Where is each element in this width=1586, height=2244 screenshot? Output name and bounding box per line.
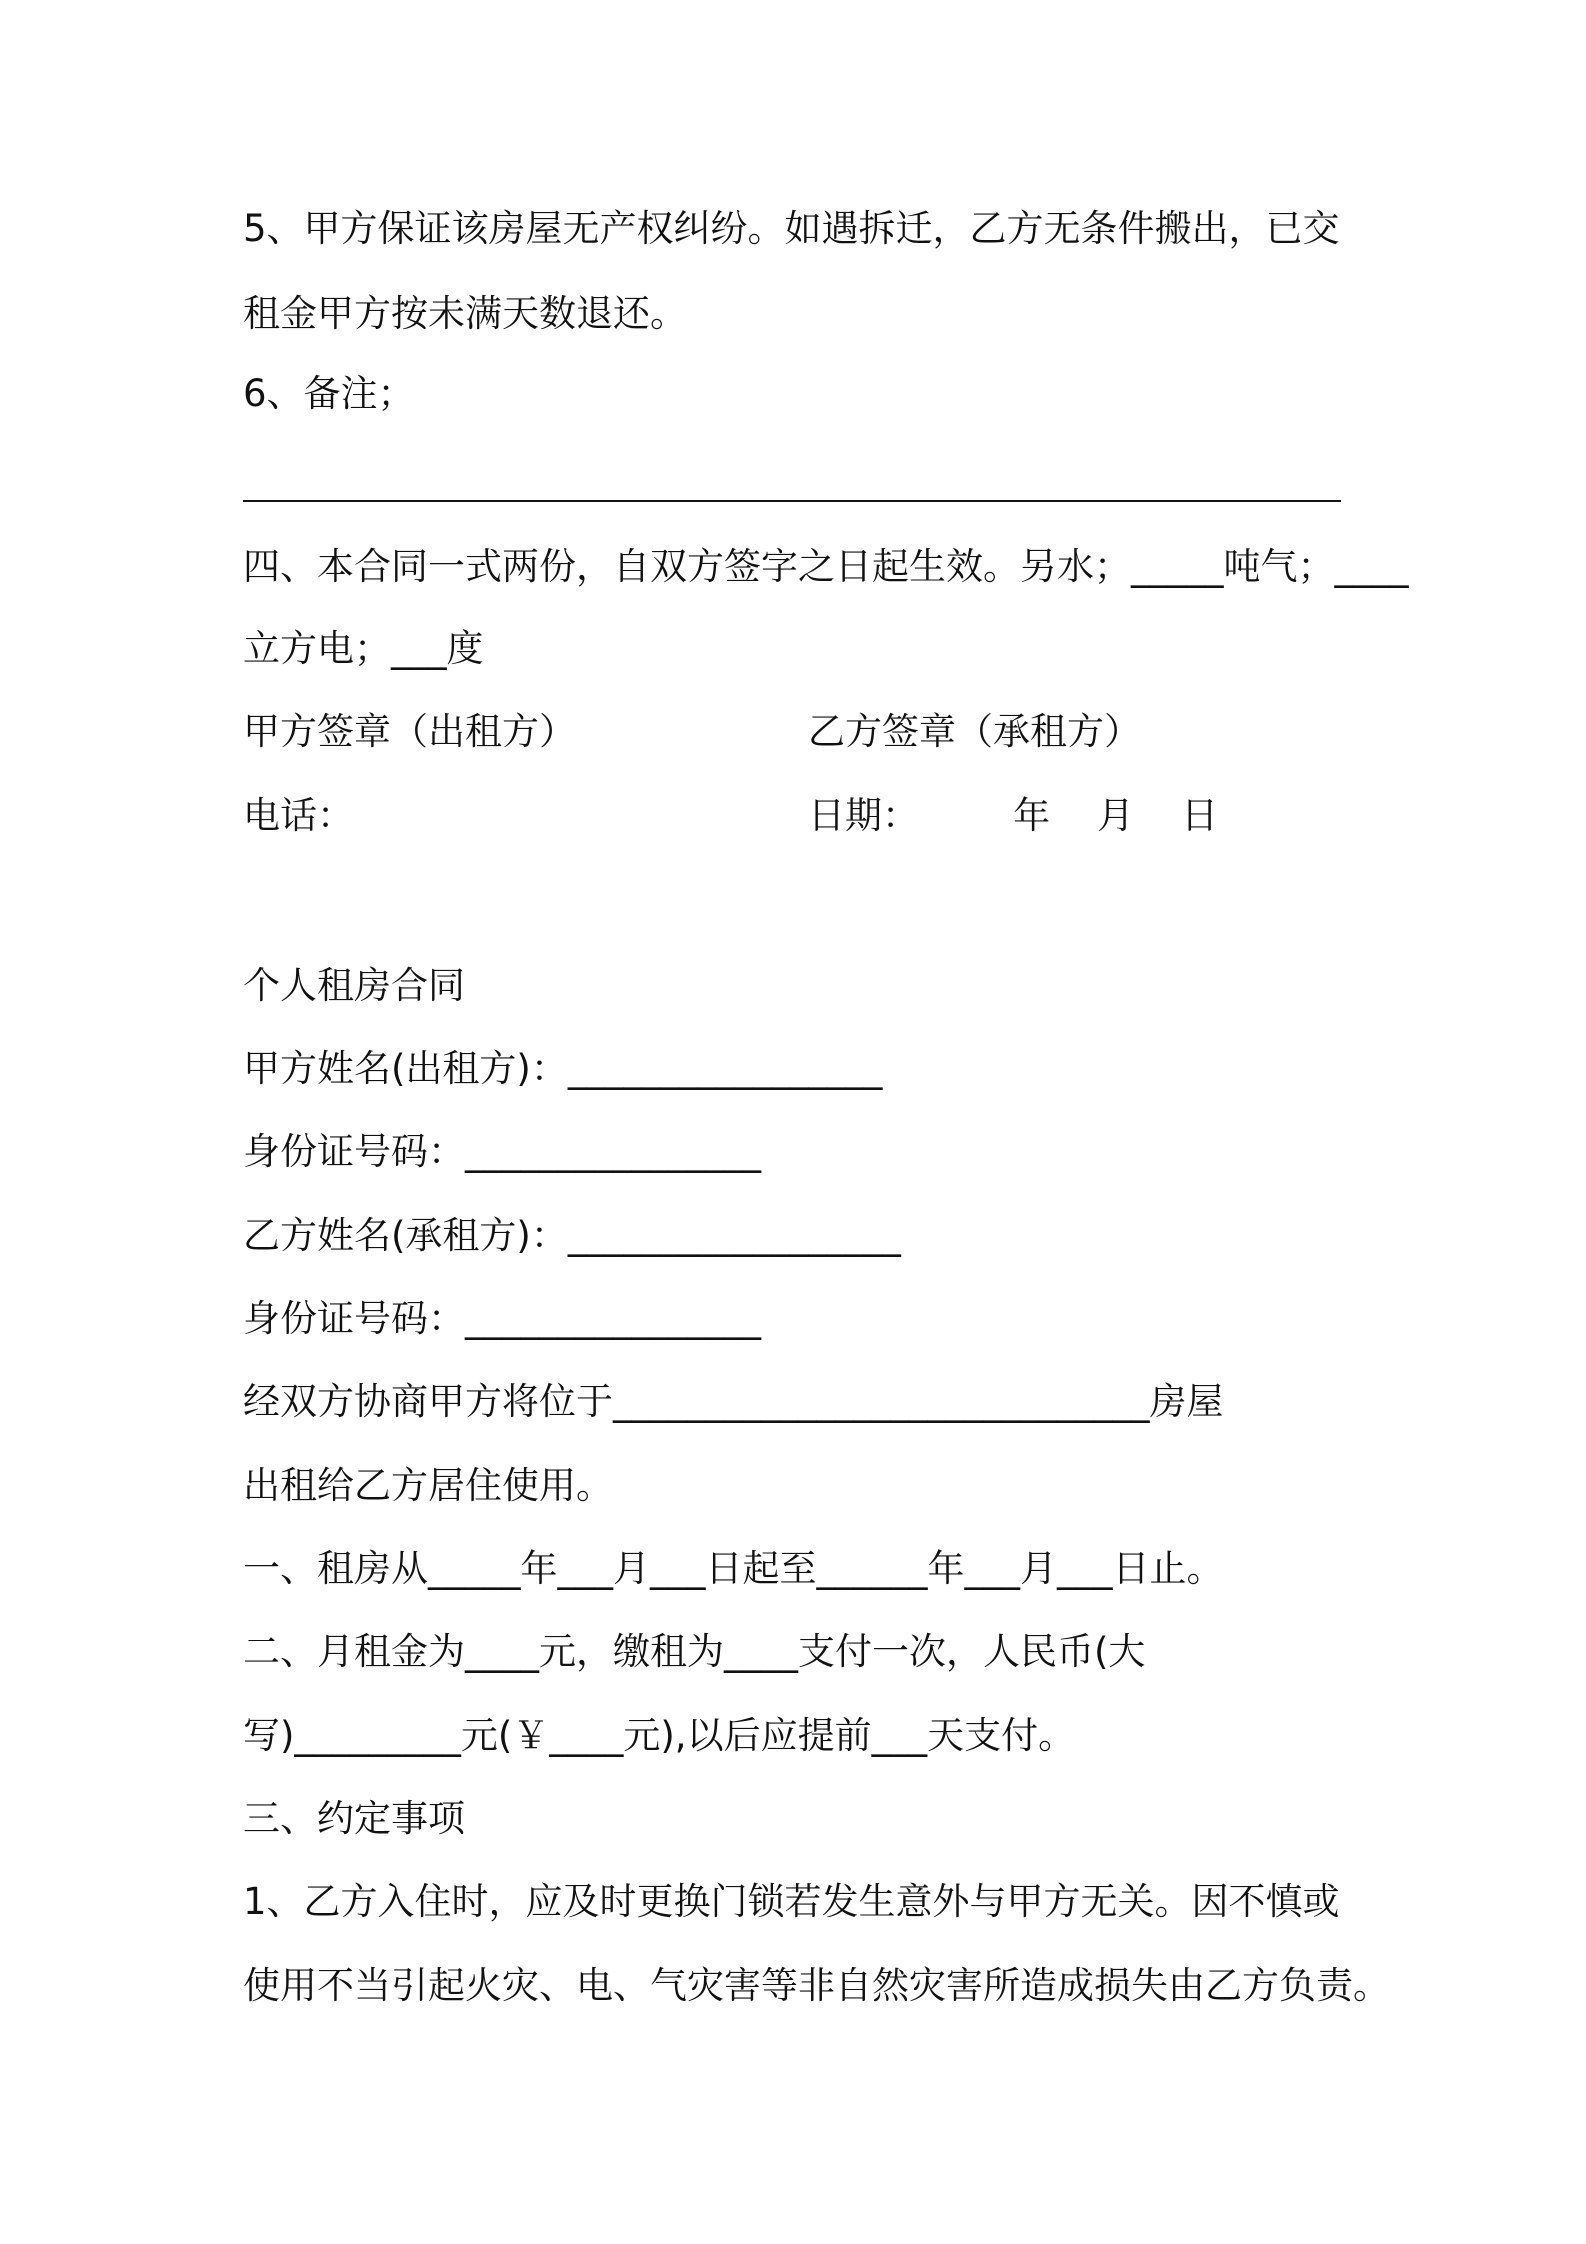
- agreement-item-1-line-2: 使用不当引起火灾、电、气灾害等非自然灾害所造成损失由乙方负责。: [243, 1964, 1390, 2007]
- agreement-item-1-line-1: 1、乙方入住时，应及时更换门锁若发生意外与甲方无关。因不慎或: [243, 1880, 1340, 1923]
- party-a-name-field: 甲方姓名(出租方)：_________________: [243, 1047, 883, 1090]
- term-clause-1: 一、租房从_____年___月___日起至______年___月___日止。: [243, 1547, 1224, 1590]
- clause-4-line-2: 立方电；___度: [243, 627, 484, 670]
- item-5-line-2: 租金甲方按未满天数退还。: [243, 292, 687, 335]
- contract-title: 个人租房合同: [243, 964, 465, 1007]
- section-3-title: 三、约定事项: [243, 1797, 465, 1840]
- party-a-signature-label: 甲方签章（出租方）: [243, 710, 576, 753]
- clause-4-line-1: 四、本合同一式两份，自双方签字之日起生效。另水；_____吨气；____: [243, 545, 1409, 588]
- item-5-line-1: 5、甲方保证该房屋无产权纠纷。如遇拆迁，乙方无条件搬出，已交: [243, 207, 1340, 250]
- party-b-signature-label: 乙方签章（承租方）: [808, 710, 1141, 753]
- remarks-blank-line: [243, 500, 1341, 502]
- date-label: 日期： 年 月 日: [808, 794, 1219, 837]
- rent-clause-line-1: 二、月租金为____元，缴租为____支付一次，人民币(大: [243, 1630, 1146, 1673]
- party-a-id-field: 身份证号码：________________: [243, 1130, 761, 1173]
- location-line-1: 经双方协商甲方将位于_____________________________房屋: [243, 1380, 1224, 1423]
- item-6-remarks: 6、备注；: [243, 372, 415, 415]
- phone-label: 电话：: [243, 794, 354, 837]
- rent-clause-line-2: 写)_________元(￥____元),以后应提前___天支付。: [243, 1714, 1076, 1757]
- party-b-id-field: 身份证号码：________________: [243, 1297, 761, 1340]
- party-b-name-field: 乙方姓名(承租方)：__________________: [243, 1214, 901, 1257]
- location-line-2: 出租给乙方居住使用。: [243, 1464, 613, 1507]
